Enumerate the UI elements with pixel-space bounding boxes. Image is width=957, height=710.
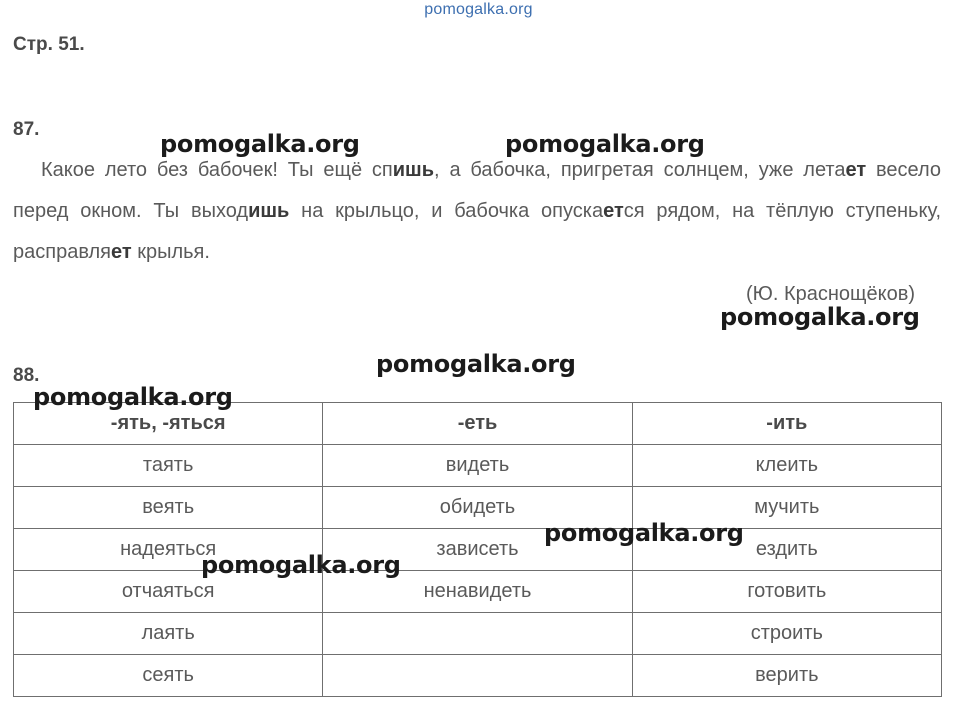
watermark: pomogalka.org (33, 383, 233, 411)
highlighted-ending: ишь (248, 200, 290, 222)
exercise-87-number: 87. (13, 119, 40, 140)
table-cell: готовить (632, 571, 941, 613)
author-attribution: (Ю. Краснощёков) (745, 283, 915, 305)
watermark: pomogalka.org (160, 130, 360, 158)
text-segment: крылья. (131, 241, 210, 263)
table-row (14, 487, 942, 529)
watermark: pomogalka.org (201, 551, 401, 579)
table-cell: строить (632, 613, 941, 655)
table-cell (323, 613, 632, 655)
watermark: pomogalka.org (544, 519, 744, 547)
table-cell: ненавидеть (323, 571, 632, 613)
text-segment: весело перед окном. Ты выход (13, 159, 941, 222)
verb-suffix-table (13, 402, 942, 697)
table-row (14, 613, 942, 655)
table-row (14, 445, 942, 487)
table-row (14, 571, 942, 613)
table-cell: таять (14, 445, 323, 487)
table-cell: видеть (323, 445, 632, 487)
table-cell: верить (632, 655, 941, 697)
site-watermark-top: pomogalka.org (424, 1, 533, 18)
highlighted-ending: ет (845, 159, 867, 181)
page-reference: Стр. 51. (13, 34, 85, 55)
table-row (14, 655, 942, 697)
exercise-87-text (13, 150, 941, 273)
table-cell: зависеть (323, 529, 632, 571)
text-segment: , а бабочка, пригретая солнцем, уже лета (434, 159, 846, 181)
table-cell: клеить (632, 445, 941, 487)
column-header: -еть (323, 403, 632, 445)
watermark: pomogalka.org (376, 350, 576, 378)
table-cell (323, 655, 632, 697)
table-cell: сеять (14, 655, 323, 697)
text-segment: ся рядом, на тёплую ступеньку, расправля (13, 200, 942, 263)
table-cell: мучить (632, 487, 941, 529)
table-cell: надеяться (14, 529, 323, 571)
table-row (14, 529, 942, 571)
table-cell: веять (14, 487, 323, 529)
exercise-88-number: 88. (13, 365, 40, 386)
highlighted-ending: ишь (392, 159, 435, 181)
highlighted-ending: ет (603, 200, 624, 222)
table-cell: ездить (632, 529, 941, 571)
column-header: -ять, -яться (14, 403, 323, 445)
watermark: pomogalka.org (505, 130, 705, 158)
table-cell: лаять (14, 613, 323, 655)
watermark: pomogalka.org (720, 303, 920, 331)
text-segment: на крыльцо, и бабочка опуска (289, 200, 604, 222)
column-header: -ить (632, 403, 941, 445)
text-segment: Какое лето без бабочек! Ты ещё сп (41, 159, 393, 181)
table-cell: отчаяться (14, 571, 323, 613)
highlighted-ending: ет (111, 241, 132, 263)
table-cell: обидеть (323, 487, 632, 529)
